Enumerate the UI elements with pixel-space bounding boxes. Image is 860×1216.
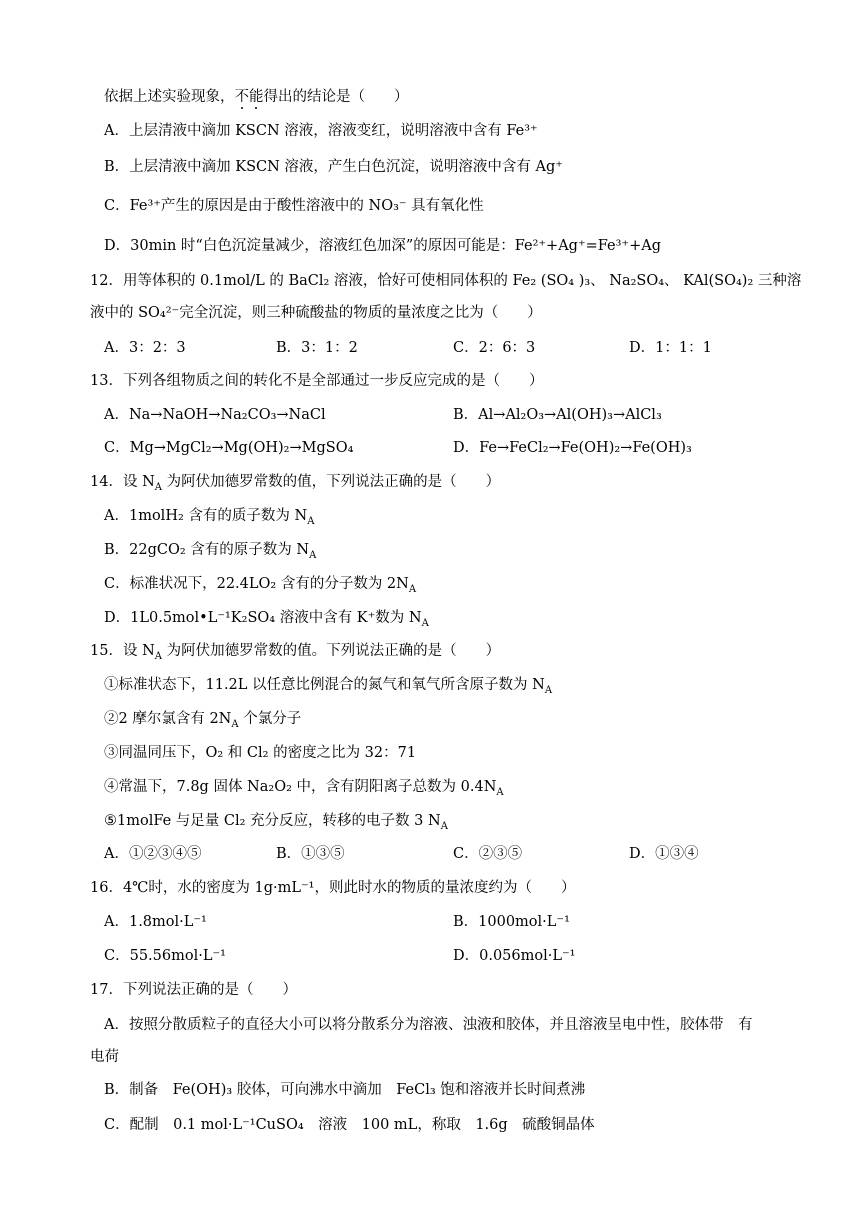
q15-option-b: B．①③⑤ [276, 846, 345, 862]
q15-option-d: D．①③④ [629, 846, 699, 862]
q12-stem-line1: 12．用等体积的 0.1mol/L 的 BaCl₂ 溶液，恰好可使相同体积的 Fe₂ (SO₄ )₃、 Na₂SO₄、 KAl(SO₄)₂ 三种溶 [90, 273, 802, 289]
q14-option-b: B．22gCO₂ 含有的原子数为 $N_A$ [104, 542, 317, 561]
q12-option-b: B．3：1：2 [276, 340, 358, 356]
q13-option-a: A．Na→NaOH→Na₂CO₃→NaCl [104, 407, 326, 423]
q12-option-c: C．2：6：3 [453, 340, 536, 356]
q15-option-c: C．②③⑤ [453, 846, 523, 862]
q16-option-d: D．0.056mol·L⁻¹ [453, 948, 576, 964]
q15-statement-1: ①标准状态下，11.2L 以任意比例混合的氮气和氧气所含原子数为 $N_A$ [104, 677, 553, 696]
intro-pre: 依据上述实验现象， [104, 89, 235, 105]
q12-option-d: D．1：1：1 [629, 340, 712, 356]
q14-option-d: D．1L0.5mol•L⁻¹K₂SO₄ 溶液中含有 K⁺数为 $N_A$ [104, 610, 429, 629]
q13-option-c: C．Mg→MgCl₂→Mg(OH)₂→MgSO₄ [104, 440, 354, 456]
q15-stem: 15．设 $N_A$ 为阿伏加德罗常数的值。下列说法正确的是（ ） [90, 643, 501, 662]
q17-stem: 17．下列说法正确的是（ ） [90, 982, 297, 998]
q15-statement-5: ⑤1molFe 与足量 Cl₂ 充分反应，转移的电子数 3 $N_A$ [104, 813, 448, 832]
emphasis-dot-1: 不 [234, 89, 249, 105]
q11-option-c: C．Fe³⁺产生的原因是由于酸性溶液中的 NO₃⁻ 具有氧化性 [104, 198, 484, 214]
q15-option-a: A．①②③④⑤ [104, 846, 202, 862]
q11-option-a: A．上层清液中滴加 KSCN 溶液，溶液变红，说明溶液中含有 Fe³⁺ [104, 123, 538, 139]
intro-line [104, 87, 409, 107]
q12-option-a: A．3：2：3 [104, 340, 186, 356]
q17-option-c: C．配制 0.1 mol·L⁻¹CuSO₄ 溶液 100 mL，称取 1.6g 硫酸铜晶体 [104, 1117, 595, 1133]
q15-statement-3: ③同温同压下，O₂ 和 Cl₂ 的密度之比为 32：71 [104, 745, 417, 761]
q17-option-b: B．制备 Fe(OH)₃ 胶体，可向沸水中滴加 FeCl₃ 饱和溶液并长时间煮沸 [104, 1082, 586, 1098]
q13-option-d: D．Fe→FeCl₂→Fe(OH)₂→Fe(OH)₃ [453, 440, 692, 456]
q16-option-b: B．1000mol·L⁻¹ [453, 914, 570, 930]
q11-option-b: B．上层清液中滴加 KSCN 溶液，产生白色沉淀，说明溶液中含有 Ag⁺ [104, 159, 563, 175]
q13-stem: 13．下列各组物质之间的转化不是全部通过一步反应完成的是（ ） [90, 373, 544, 389]
q17-option-a-line2: 电荷 [90, 1049, 119, 1065]
q14-option-a: A．1molH₂ 含有的质子数为 $N_A$ [104, 508, 315, 527]
q16-option-c: C．55.56mol·L⁻¹ [104, 948, 226, 964]
q15-statement-2: ②2 摩尔氯含有 $2N_A$ 个氯分子 [104, 711, 302, 730]
q17-option-a-line1: A．按照分散质粒子的直径大小可以将分散系分为溶液、浊液和胶体，并且溶液呈电中性，胶体带 有 [104, 1017, 753, 1033]
emphasis-dot-2: 能 [249, 89, 264, 105]
q16-stem: 16．4℃时，水的密度为 1g·mL⁻¹，则此时水的物质的量浓度约为（ ） [90, 880, 576, 896]
q13-option-b: B．Al→Al₂O₃→Al(OH)₃→AlCl₃ [453, 407, 662, 423]
q14-stem: 14．设 $N_A$ 为阿伏加德罗常数的值，下列说法正确的是（ ） [90, 474, 501, 493]
q15-statement-4: ④常温下，7.8g 固体 Na₂O₂ 中，含有阴阳离子总数为 $0.4N_A$ [104, 779, 504, 798]
q16-option-a: A．1.8mol·L⁻¹ [104, 914, 207, 930]
intro-post: 得出的结论是（ ） [263, 89, 409, 105]
q14-option-c: C．标准状况下，22.4LO₂ 含有的分子数为 $2N_A$ [104, 576, 417, 595]
q11-option-d: D．30min 时“白色沉淀量减少，溶液红色加深”的原因可能是：Fe²⁺+Ag⁺=Fe³⁺+Ag [104, 238, 661, 254]
q12-stem-line2: 液中的 SO₄²⁻完全沉淀，则三种硫酸盐的物质的量浓度之比为（ ） [90, 305, 542, 321]
